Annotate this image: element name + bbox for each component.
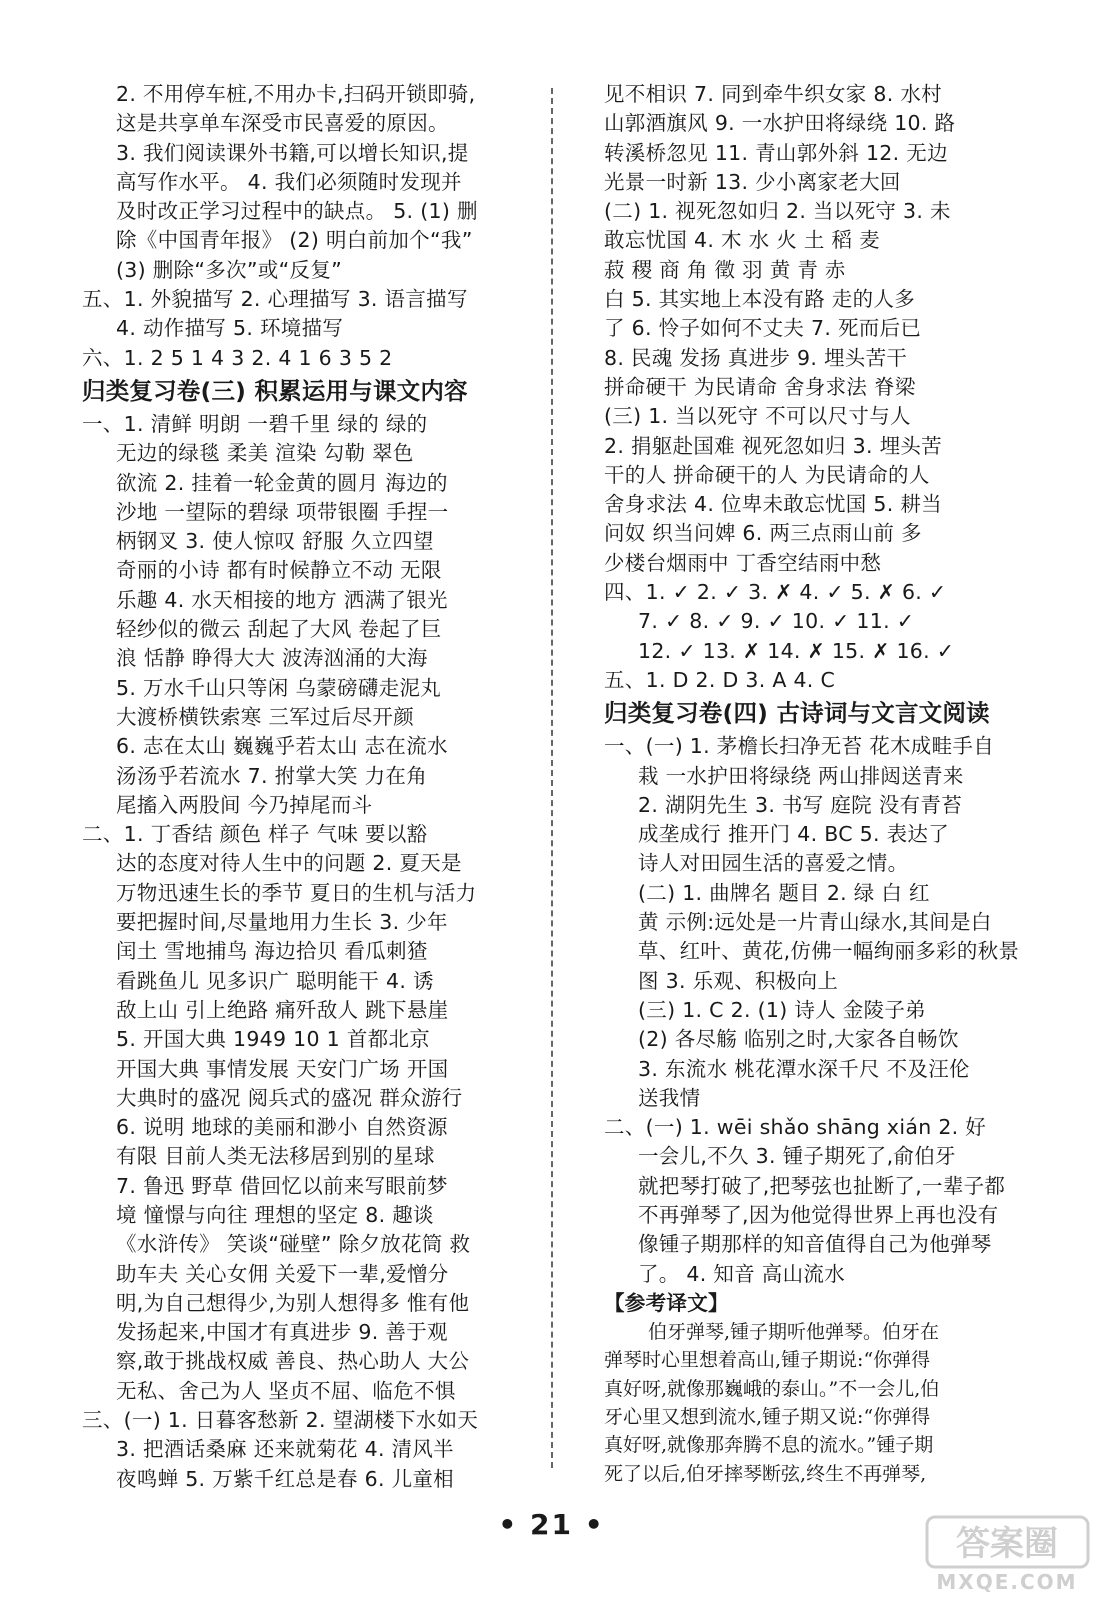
left-column <box>82 80 537 1494</box>
answer-line: 5. 开国大典 1949 10 1 首都北京 <box>116 1027 431 1052</box>
answer-line: 有限 目前人类无法移居到别的星球 <box>116 1144 435 1169</box>
answer-line: 汤汤乎若流水 7. 拊掌大笑 力在角 <box>116 763 428 788</box>
translation-line: 伯牙弹琴,锺子期听他弹琴。伯牙在 <box>648 1321 940 1344</box>
answer-line: (三) 1. C 2. (1) 诗人 金陵子弟 <box>638 997 926 1022</box>
judgment-line: 四、1. ✓ 2. ✓ 3. ✗ 4. ✓ 5. ✗ 6. ✓ <box>604 580 947 605</box>
answer-line: 像锺子期那样的知音值得自己为他弹琴 <box>638 1232 992 1257</box>
answer-line: 敢忘忧国 4. 木 水 火 土 稻 麦 <box>604 228 880 253</box>
answer-line: 二、1. 丁香结 颜色 样子 气味 要以豁 <box>82 822 428 847</box>
answer-line: 敌上山 引上绝路 痛歼敌人 跳下悬崖 <box>116 997 449 1022</box>
answer-line: 《水浒传》 笑谈“碰壁” 除夕放花筒 救 <box>116 1232 471 1257</box>
reference-title: 【参考译文】 <box>604 1290 729 1315</box>
answer-line: 乐趣 4. 水天相接的地方 洒满了银光 <box>116 587 448 612</box>
translation-line: 真好呀,就像那巍峨的泰山。”不一会儿,伯 <box>604 1377 940 1400</box>
answer-line: 转溪桥忽见 11. 青山郭外斜 12. 无边 <box>604 140 948 165</box>
translation-line: 牙心里又想到流水,锺子期又说:“你弹得 <box>604 1406 931 1429</box>
answer-line: 成垄成行 推开门 4. BC 5. 表达了 <box>638 822 950 847</box>
answer-line: 浪 恬静 睁得大大 波涛汹涌的大海 <box>116 646 428 671</box>
watermark-url: MXQE.COM <box>936 1570 1078 1593</box>
answer-line: 柄钢叉 3. 使人惊叹 舒服 久立四望 <box>116 529 434 554</box>
answer-line: 了 6. 怜子如何不丈夫 7. 死而后已 <box>604 316 922 341</box>
answer-line: 除《中国青年报》 (2) 明白前加个“我” <box>116 228 473 253</box>
answer-line: 山郭酒旗风 9. 一水护田将绿绕 10. 路 <box>604 111 956 136</box>
answer-line: 白 5. 其实地上本没有路 走的人多 <box>604 287 916 312</box>
answer-line: 这是共享单车深受市民喜爱的原因。 <box>116 111 449 136</box>
answer-line: 了。 4. 知音 高山流水 <box>638 1261 846 1286</box>
answer-line: 要把握时间,尽量地用力生长 3. 少年 <box>116 910 448 935</box>
answer-line: 明,为自己想得少,为别人想得多 惟有他 <box>116 1290 470 1315</box>
answer-line: 不再弹琴了,因为他觉得世界上再也没有 <box>638 1202 999 1227</box>
answer-line: 6. 志在太山 巍巍乎若太山 志在流水 <box>116 734 448 759</box>
answer-line: 夜鸣蝉 5. 万紫千红总是春 6. 儿童相 <box>116 1466 454 1491</box>
answer-line: 六、1. 2 5 1 4 3 2. 4 1 6 3 5 2 <box>82 345 393 370</box>
judgment-line: 12. ✓ 13. ✗ 14. ✗ 15. ✗ 16. ✓ <box>638 638 955 663</box>
answer-line: 大典时的盛况 阅兵式的盛况 群众游行 <box>116 1085 463 1110</box>
answer-line: (二) 1. 视死忽如归 2. 当以死守 3. 未 <box>604 199 951 224</box>
answer-line: 7. 鲁迅 野草 借回忆以前来写眼前梦 <box>116 1173 448 1198</box>
answer-line: 二、(一) 1. wēi shǎo shāng xián 2. 好 <box>604 1115 987 1140</box>
answer-line: 沙地 一望际的碧绿 项带银圈 手捏一 <box>116 499 449 524</box>
watermark-text: 答案圈 <box>956 1524 1058 1564</box>
answer-line: 一、(一) 1. 茅檐长扫净无苔 花木成畦手自 <box>604 734 995 759</box>
answer-line: 干的人 拼命硬干的人 为民请命的人 <box>604 462 930 487</box>
answer-line: (三) 1. 当以死守 不可以尺寸与人 <box>604 404 911 429</box>
answer-line: 大渡桥横铁索寒 三军过后尽开颜 <box>116 704 415 729</box>
answer-line: 3. 东流水 桃花潭水深千尺 不及汪伦 <box>638 1056 970 1081</box>
section-heading: 归类复习卷(三) 积累运用与课文内容 <box>82 376 468 405</box>
answer-line: 图 3. 乐观、积极向上 <box>638 968 839 993</box>
column-divider <box>551 88 553 1468</box>
answer-line: 欲流 2. 挂着一轮金黄的圆月 海边的 <box>116 470 448 495</box>
answer-line: 8. 民魂 发扬 真进步 9. 埋头苦干 <box>604 345 908 370</box>
answer-line: 轻纱似的微云 刮起了大风 卷起了巨 <box>116 617 442 642</box>
answer-line: 3. 把酒话桑麻 还来就菊花 4. 清风半 <box>116 1437 454 1462</box>
answer-line: (2) 各尽觞 临别之时,大家各自畅饮 <box>638 1027 959 1052</box>
translation-line: 死了以后,伯牙摔琴断弦,终生不再弹琴, <box>604 1462 927 1485</box>
answer-line: 6. 说明 地球的美丽和渺小 自然资源 <box>116 1115 448 1140</box>
answer-line: 诗人对田园生活的喜爱之情。 <box>638 851 909 876</box>
answer-line: 见不相识 7. 同到牵牛织女家 8. 水村 <box>604 82 942 106</box>
answer-line: (3) 删除“多次”或“反复” <box>116 257 343 282</box>
answer-line: 3. 我们阅读课外书籍,可以增长知识,提 <box>116 140 469 165</box>
judgment-line: 7. ✓ 8. ✓ 9. ✓ 10. ✓ 11. ✓ <box>638 609 915 634</box>
answer-line: (二) 1. 曲牌名 题目 2. 绿 白 红 <box>638 880 930 905</box>
answer-line: 拼命硬干 为民请命 舍身求法 脊梁 <box>604 374 916 399</box>
translation-line: 弹琴时心里想着高山,锺子期说:“你弹得 <box>604 1349 931 1372</box>
answer-line: 万物迅速生长的季节 夏日的生机与活力 <box>116 880 477 905</box>
answer-line: 境 憧憬与向往 理想的坚定 8. 趣谈 <box>116 1202 434 1227</box>
section-heading: 归类复习卷(四) 古诗词与文言文阅读 <box>604 699 990 728</box>
answer-line: 察,敢于挑战权威 善良、热心助人 大公 <box>116 1349 470 1374</box>
answer-line: 无私、舍己为人 坚贞不屈、临危不惧 <box>116 1378 456 1403</box>
watermark-logo <box>925 1515 1090 1593</box>
answer-line: 三、(一) 1. 日暮客愁新 2. 望湖楼下水如天 <box>82 1408 479 1433</box>
answer-line: 5. 万水千山只等闲 乌蒙磅礴走泥丸 <box>116 675 441 700</box>
answer-line: 2. 不用停车桩,不用办卡,扫码开锁即骑, <box>116 82 476 106</box>
answer-line: 发扬起来,中国才有真进步 9. 善于观 <box>116 1320 448 1345</box>
answer-line: 少楼台烟雨中 丁香空结雨中愁 <box>604 550 882 575</box>
answer-line: 高写作水平。 4. 我们必须随时发现并 <box>116 169 462 194</box>
answer-line: 看跳鱼儿 见多识广 聪明能干 4. 诱 <box>116 968 434 993</box>
answer-line: 奇丽的小诗 都有时候静立不动 无限 <box>116 558 442 583</box>
right-column <box>604 80 1034 1488</box>
answer-line: 一、1. 清鲜 明朗 一碧千里 绿的 绿的 <box>82 411 428 436</box>
answer-line: 就把琴打破了,把琴弦也扯断了,一辈子都 <box>638 1173 1006 1198</box>
page-number: • 21 • <box>498 1508 605 1541</box>
answer-line: 问奴 织当问婢 6. 两三点雨山前 多 <box>604 521 922 546</box>
answer-line: 无边的绿毯 柔美 渲染 勾勒 翠色 <box>116 441 414 466</box>
answer-line: 菽 稷 商 角 徵 羽 黄 青 赤 <box>604 257 846 282</box>
answer-line: 一会儿,不久 3. 锺子期死了,俞伯牙 <box>638 1144 956 1169</box>
answer-line: 及时改正学习过程中的缺点。 5. (1) 删 <box>116 199 478 224</box>
answer-line: 尾搐入两股间 今乃掉尾而斗 <box>116 792 373 817</box>
answer-line: 闰土 雪地捕鸟 海边拾贝 看瓜刺猹 <box>116 939 428 964</box>
answer-line: 开国大典 事情发展 天安门广场 开国 <box>116 1056 449 1081</box>
answer-line: 黄 示例:远处是一片青山绿水,其间是白 <box>638 910 992 935</box>
answer-line: 2. 捐躯赴国难 视死忽如归 3. 埋头苦 <box>604 433 942 458</box>
translation-line: 真好呀,就像那奔腾不息的流水。”锺子期 <box>604 1434 934 1457</box>
answer-line: 达的态度对待人生中的问题 2. 夏天是 <box>116 851 462 876</box>
answer-line: 舍身求法 4. 位卑未敢忘忧国 5. 耕当 <box>604 492 942 517</box>
answer-line: 栽 一水护田将绿绕 两山排闼送青来 <box>638 763 964 788</box>
judgment-line: 五、1. D 2. D 3. A 4. C <box>604 667 836 692</box>
answer-line: 光景一时新 13. 少小离家老大回 <box>604 169 901 194</box>
answer-line: 草、红叶、黄花,仿佛一幅绚丽多彩的秋景 <box>638 939 1020 964</box>
answer-line: 助车夫 关心女佣 关爱下一辈,爱憎分 <box>116 1261 449 1286</box>
answer-line: 4. 动作描写 5. 环境描写 <box>116 316 344 341</box>
answer-line: 送我情 <box>638 1085 701 1110</box>
answer-line: 五、1. 外貌描写 2. 心理描写 3. 语言描写 <box>82 287 468 312</box>
answer-line: 2. 湖阴先生 3. 书写 庭院 没有青苔 <box>638 792 962 817</box>
